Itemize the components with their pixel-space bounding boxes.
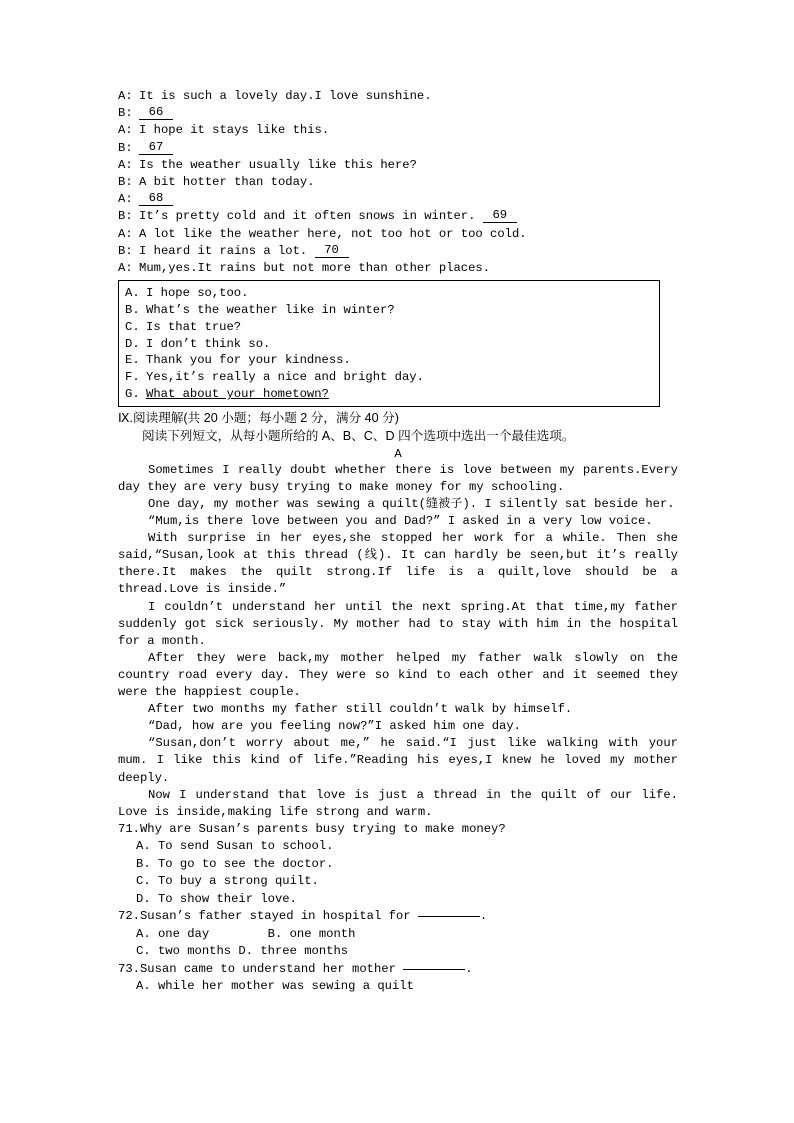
- passage-paragraph: Sometimes I really doubt whether there is love between my parents.Every day they are very busy trying to make money for my schooling.: [118, 462, 678, 494]
- dialogue-line: [118, 140, 678, 157]
- question-number: 72.: [118, 909, 140, 924]
- option-letter: E.: [125, 353, 140, 368]
- dialogue-line: [118, 174, 678, 191]
- dialogue-text: It’s pretty cold and it often snows in winter.: [139, 209, 476, 224]
- section-instruction: 阅读下列短文，从每小题所给的 A、B、C、D 四个选项中选出一个最佳选项。: [142, 428, 575, 443]
- dialogue-speaker: B:: [118, 106, 133, 121]
- option-text: Yes,it’s really a nice and bright day.: [146, 370, 424, 385]
- option-letter: F.: [125, 370, 140, 385]
- option-text: Thank you for your kindness.: [146, 353, 351, 368]
- option-item[interactable]: [125, 302, 653, 319]
- question-71-choice-a[interactable]: A. To send Susan to school.: [136, 839, 334, 854]
- option-letter: B.: [125, 303, 140, 318]
- dialogue-speaker: B:: [118, 175, 133, 190]
- dialogue-speaker: B:: [118, 209, 133, 224]
- answer-blank-69[interactable]: 69: [483, 209, 517, 223]
- dialogue-line: [118, 122, 678, 139]
- answer-blank-72[interactable]: [418, 916, 480, 917]
- page-content: [118, 88, 678, 996]
- passage-paragraph: After two months my father still couldn’t walk by himself.: [148, 702, 573, 717]
- dialogue-line: [118, 260, 678, 277]
- question-72: [118, 908, 678, 926]
- dialogue-text: Is the weather usually like this here?: [139, 157, 417, 172]
- question-stem-tail: .: [465, 961, 473, 976]
- question-71-choice-b[interactable]: B. To go to see the doctor.: [136, 856, 334, 871]
- dialogue-text: Mum,yes.It rains but not more than other places.: [139, 261, 491, 276]
- answer-blank-73[interactable]: [403, 969, 465, 970]
- passage-paragraph: After they were back,my mother helped my father walk slowly on the country road every day. They were so kind to each other and it seemed they were the happiest couple.: [118, 650, 678, 700]
- question-71-choice-d[interactable]: D. To show their love.: [136, 891, 297, 906]
- dialogue-text: I hope it stays like this.: [139, 123, 330, 138]
- dialogue-text: I heard it rains a lot.: [139, 243, 308, 258]
- question-71: [118, 821, 678, 839]
- option-letter: C.: [125, 319, 140, 334]
- answer-blank-67[interactable]: 67: [139, 141, 173, 155]
- dialogue-line: [118, 157, 678, 174]
- passage-paragraph: Now I understand that love is just a thread in the quilt of our life. Love is inside,making life strong and warm.: [118, 787, 678, 819]
- option-text: I don’t think so.: [146, 336, 271, 351]
- passage-paragraph: With surprise in her eyes,she stopped her work for a while. Then she said,“Susan,look at this thread (线). It can hardly be seen,but it’s really there.It makes the quilt strong.If life is a quilt,love should be a thread.Love is inside.”: [118, 531, 678, 597]
- option-item[interactable]: [125, 319, 653, 336]
- question-stem: Why are Susan’s parents busy trying to make money?: [139, 821, 506, 836]
- dialogue-line: [118, 226, 678, 243]
- dialogue-speaker: A:: [118, 261, 133, 276]
- dialogue-line: [118, 105, 678, 122]
- option-letter: D.: [125, 336, 140, 351]
- question-73-choice-a[interactable]: A. while her mother was sewing a quilt: [136, 979, 414, 994]
- dialogue-text: It is such a lovely day.I love sunshine.: [139, 89, 432, 103]
- passage-paragraph: “Susan,don’t worry about me,” he said.“I just like walking with your mum. I like this kind of life.”Reading his eyes,I knew he loved my mother deeply.: [118, 736, 678, 785]
- questions-list: [118, 821, 678, 996]
- option-text: What about your hometown?: [146, 387, 329, 402]
- answer-blank-66[interactable]: 66: [139, 106, 173, 120]
- section-heading: Ⅸ.阅读理解(共 20 小题；每小题 2 分，满分 40 分): [118, 410, 399, 425]
- option-item[interactable]: [125, 369, 653, 386]
- reading-passage: [118, 462, 678, 821]
- option-item[interactable]: [125, 352, 653, 369]
- option-letter: A.: [125, 286, 140, 301]
- option-letter: G.: [125, 387, 140, 402]
- dialogue-line: [118, 208, 678, 225]
- answer-blank-68[interactable]: 68: [139, 192, 173, 206]
- options-box: [118, 280, 660, 407]
- dialogue-speaker: A:: [118, 157, 133, 172]
- dialogue-line: [118, 191, 678, 208]
- question-72-choice-ab[interactable]: A. one day B. one month: [136, 926, 356, 941]
- dialogue-block: [118, 88, 678, 277]
- question-stem: Susan came to understand her mother: [139, 961, 396, 976]
- option-item[interactable]: [125, 285, 653, 302]
- answer-blank-70[interactable]: 70: [315, 244, 349, 258]
- question-number: 71.: [118, 821, 140, 836]
- dialogue-speaker: A:: [118, 192, 133, 207]
- passage-paragraph: One day, my mother was sewing a quilt(缝被子). I silently sat beside her.: [148, 497, 675, 511]
- passage-paragraph: “Mum,is there love between you and Dad?” I asked in a very low voice.: [148, 514, 653, 529]
- option-item[interactable]: [125, 336, 653, 353]
- question-72-choice-cd[interactable]: C. two months D. three months: [136, 944, 349, 959]
- option-text: Is that true?: [146, 319, 242, 334]
- dialogue-speaker: B:: [118, 243, 133, 258]
- option-item[interactable]: [125, 386, 653, 403]
- question-71-choice-c[interactable]: C. To buy a strong quilt.: [136, 874, 319, 889]
- dialogue-speaker: B:: [118, 140, 133, 155]
- dialogue-speaker: A:: [118, 226, 133, 241]
- dialogue-text: A lot like the weather here, not too hot or too cold.: [139, 226, 527, 241]
- passage-label: A: [394, 446, 402, 461]
- dialogue-line: [118, 88, 678, 105]
- dialogue-speaker: A:: [118, 123, 133, 138]
- question-stem-tail: .: [479, 909, 488, 924]
- passage-paragraph: I couldn’t understand her until the next spring.At that time,my father suddenly got sick seriously. My mother had to stay with him in the hospital for a month.: [118, 599, 678, 648]
- question-stem: Susan’s father stayed in hospital for: [139, 909, 411, 924]
- question-number: 73.: [118, 961, 140, 976]
- dialogue-line: [118, 243, 678, 260]
- dialogue-text: A bit hotter than today.: [139, 175, 315, 190]
- question-73: [118, 961, 678, 979]
- option-text: I hope so,too.: [146, 286, 249, 301]
- option-text: What’s the weather like in winter?: [146, 303, 395, 318]
- dialogue-speaker: A:: [118, 89, 133, 103]
- passage-paragraph: “Dad, how are you feeling now?”I asked him one day.: [148, 719, 521, 734]
